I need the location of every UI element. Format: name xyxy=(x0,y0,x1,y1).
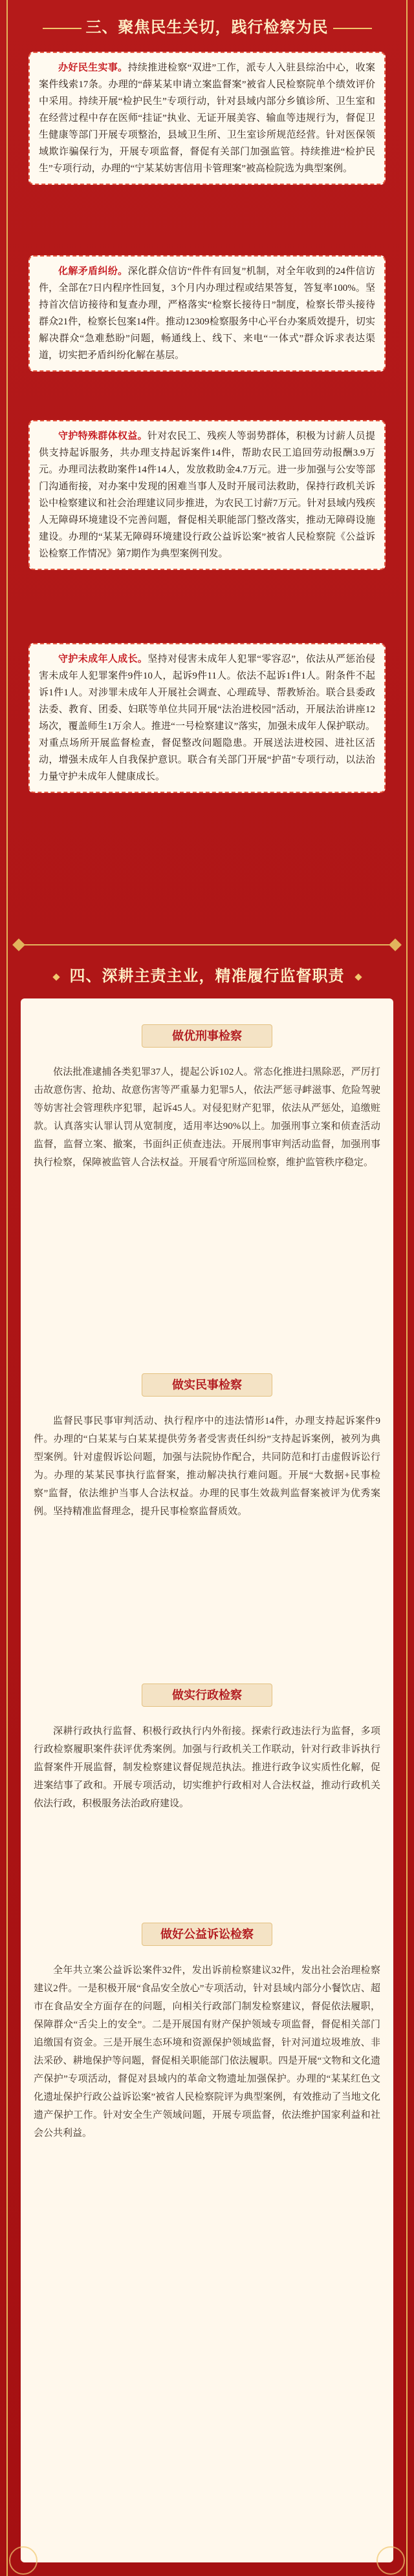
card-minors-text: 坚持对侵害未成年人犯罪“零容忍”，依法从严惩治侵害未成年人犯罪案件9件10人，起诉9件11人。依法不起诉1件1人。附条件不起诉1件1人。对涉罪未成年人开展社会调查、心理疏导、帮教矫治。联合县委政法委、教育、团委、妇联等单位共同开展“法治进校园”活动，开展法治讲座12场次，覆盖师生1万余人。推进“一号检察建议”落实，加强未成年人保护联动。对重点场所开展监督检查，督促整改问题隐患。开展送法进校园、进社区活动，增强未成年人自我保护意识。联合有关部门开展“护苗”专项行动，以法治力量守护未成年人健康成长。 xyxy=(39,654,375,782)
civil-heading: 做实民事检察 xyxy=(142,1373,272,1397)
card-livelihood-lead: 办好民生实事。 xyxy=(58,63,128,73)
card-special-groups xyxy=(28,420,386,570)
criminal-heading: 做优刑事检察 xyxy=(142,1024,272,1048)
section4-header xyxy=(26,963,388,986)
card-dispute-lead: 化解矛盾纠纷。 xyxy=(58,266,128,277)
section-divider xyxy=(14,940,400,949)
card-special-groups-text: 针对农民工、残疾人等弱势群体，积极为讨薪人员提供支持起诉服务，共办理支持起诉案件14件，帮助农民工追回劳动报酬3.9万元。办理司法救助案件14件14人，发放救助金4.7万元。进一步加强与公安等部门沟通衔接，对办案中发现的困难当事人及时开展司法救助，保持行政机关诉讼中检察建议和社会治理建议同步推进，为农民工讨薪7万元。针对县域内残疾人无障碍环境建设不完善问题，督促相关职能部门整改落实，推动无障碍设施建设。办理的“某某无障碍环境建设行政公益诉讼案”被省人民检察院《公益诉讼检察工作情况》第7期作为典型案例刊发。 xyxy=(39,431,375,559)
card-minors-lead: 守护未成年人成长。 xyxy=(58,654,148,664)
public-interest-text: 全年共立案公益诉讼案件32件，发出诉前检察建议32件，发出社会治理检察建议2件。一是积极开展“食品安全放心”专项活动，针对县域内部分小餐饮店、超市在食品安全方面存在的问题，向相关行政部门制发检察建议，督促依法履职，保障群众“舌尖上的安全”。二是开展国有财产保护领域专项监督，督促相关部门追缴国有资金。三是开展生态环境和资源保护领域监督，针对河道垃圾堆放、非法采砂、耕地保护等问题，督促相关职能部门依法履职。四是开展“文物和文化遗产保护”专项活动，督促对县域内的革命文物遗址加强保护。办理的“某某红色文化遗址保护行政公益诉讼案”被省人民检察院评为典型案例，有效推动了当地文化遗产保护工作。针对安全生产领域问题，开展专项监督，依法维护国家利益和社会公共利益。 xyxy=(34,1965,380,2138)
card-minors xyxy=(28,643,386,793)
admin-text: 深耕行政执行监督、积极行政执行内外衔接。探索行政违法行为监督，多项行政检察履职案件获评优秀案例。加强与行政机关工作联动，针对行政非诉执行监督案件开展监督，制发检察建议督促规范执法。推进行政争议实质性化解，促进案结事了政和。开展专项活动，切实维护行政相对人合法权益，推动行政机关依法行政，积极服务法治政府建设。 xyxy=(34,1726,380,1809)
diamond-icon xyxy=(354,974,362,981)
corner-ornament xyxy=(376,2546,405,2575)
card-dispute-text: 深化群众信访“件件有回复”机制，对全年收到的24件信访件，全部在7日内程序性回复，3个月内办理过程或结果答复，答复率100%。坚持首次信访接待和复查办理，严格落实“检察长接待日”制度，检察长带头接待群众21件，检察长包案14件。推动12309检察服务中心平台办案质效提升，切实解决群众“急难愁盼”问题，畅通线上、线下、来电“一体式”群众诉求表达渠道，切实把矛盾纠纷化解在基层。 xyxy=(39,266,375,361)
divider-right xyxy=(333,28,372,29)
public-interest-heading: 做好公益诉讼检察 xyxy=(142,1923,272,1946)
divider-left xyxy=(43,28,82,29)
corner-ornament xyxy=(9,2546,38,2575)
criminal-text: 依法批准逮捕各类犯罪37人，提起公诉102人。常态化推进扫黑除恶，严厉打击故意伤害、抢劫、故意伤害等严重暴力犯罪5人，依法严惩寻衅滋事、危险驾驶等妨害社会管理秩序犯罪，起诉45人。对侵犯财产犯罪，依法从严惩处，追缴赃款。认真落实认罪认罚从宽制度，适用率达90%以上。加强刑事立案和侦查活动监督，监督立案、撤案，书面纠正侦查违法。开展刑事审判活动监督，加强刑事执行检察，保障被监管人合法权益。开展看守所巡回检察，维护监管秩序稳定。 xyxy=(34,1067,380,1168)
section4-paper xyxy=(21,998,393,2562)
section4-title: 四、深耕主责主业，精准履行监督职责 xyxy=(69,968,345,985)
civil-text: 监督民事民事审判活动、执行程序中的违法情形14件，办理支持起诉案件9件。办理的“白某某与白某某提供劳务者受害责任纠纷”支持起诉案例，被列为典型案例。针对虚假诉讼问题，加强与法院协作配合，共同防范和打击虚假诉讼行为。办理的某某民事执行监督案，推动解决执行难问题。开展“大数据+民事检察”监督，依法维护当事人合法权益。办理的民事生效裁判监督案被评为优秀案例。坚持精准监督理念，提升民事检察监督质效。 xyxy=(34,1416,380,1517)
diamond-icon xyxy=(52,974,60,981)
card-dispute xyxy=(28,255,386,372)
card-special-groups-lead: 守护特殊群体权益。 xyxy=(58,431,147,441)
section3-title: 三、聚焦民生关切，践行检察为民 xyxy=(85,19,329,36)
card-livelihood-text: 持续推进检察“双进”工作，派专人入驻县综治中心，收案案件线索17条。办理的“薛某某申请立案监督案”被省人民检察院单个绩效评价中采用。持续开展“检护民生”专项行动，针对县域内部分乡镇诊所、卫生室和在经营过程中存在医师“挂证”执业、无证开展美容、输血等违规行为，督促卫生健康等部门开展专项整治，县域卫生所、卫生室诊所规范经营。针对医保领域欺诈骗保行为，开展专项监督，督促有关部门加强监管。持续推进“检护民生”专项行动，办理的“宁某某妨害信用卡管理案”被高检院选为典型案例。 xyxy=(39,63,375,174)
admin-heading: 做实行政检察 xyxy=(142,1684,272,1707)
card-livelihood xyxy=(28,52,386,185)
section3-header xyxy=(26,14,388,37)
